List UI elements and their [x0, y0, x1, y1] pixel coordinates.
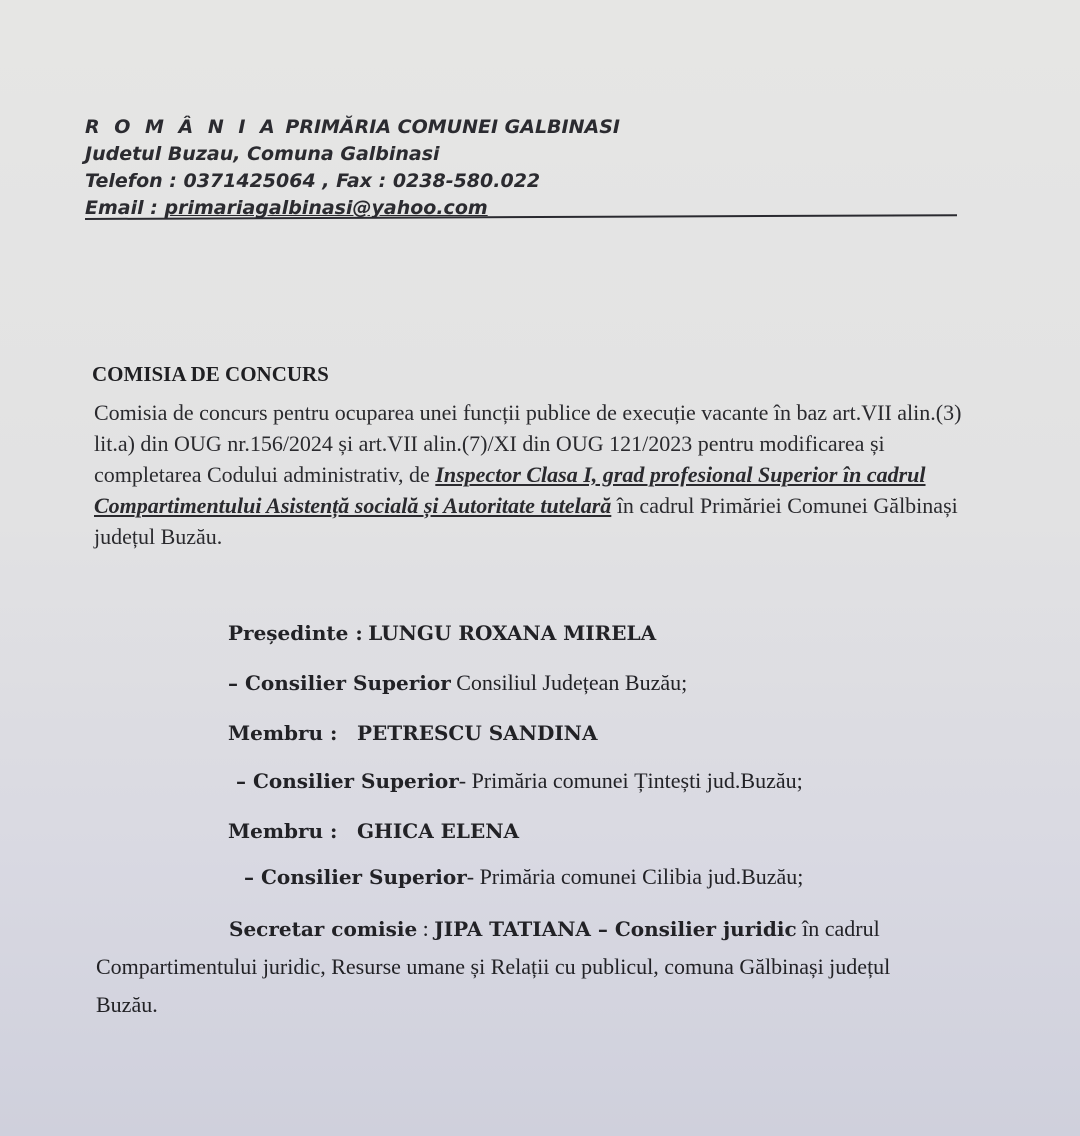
president-row [228, 620, 656, 646]
letterhead-phone: Telefon : 0371425064 , Fax : 0238-580.022 [85, 170, 541, 192]
institution-name: PRIMĂRIA COMUNEI GALBINASI [285, 116, 620, 138]
member-2-role: Membru : [228, 819, 338, 843]
member-1-function-row [236, 768, 803, 794]
member-1-role: Membru : [228, 721, 338, 745]
secretary-separator: : [422, 916, 429, 941]
member-1-org: - Primăria comunei Țintești jud.Buzău; [458, 768, 803, 793]
member-1-name: PETRESCU SANDINA [356, 721, 598, 745]
member-2-name: GHICA ELENA [356, 819, 520, 843]
president-function-row [228, 670, 687, 696]
president-role: Președinte : [228, 621, 363, 645]
member-1-function: – Consilier Superior [236, 769, 459, 793]
member-2-function-row [244, 864, 803, 890]
member-2-org: - Primăria comunei Cilibia jud.Buzău; [466, 864, 804, 889]
president-name: LUNGU ROXANA MIRELA [368, 621, 657, 645]
intro-text: Comisia de concurs pentru ocuparea unei funcții publice de execuție vacante în baz art.VII alin.(3) lit.a) din OUG nr.156/2024 și art.VII alin.(7)/XI din OUG 121/2023 pentru modificarea și completarea Codului administrativ, de [94, 400, 962, 487]
letterhead-line-2: Judetul Buzau, Comuna Galbinasi [85, 143, 440, 165]
president-function: – Consilier Superior [228, 671, 451, 695]
member-2-function: – Consilier Superior [244, 865, 467, 889]
secretary-paragraph [96, 910, 956, 1024]
section-title: COMISIA DE CONCURS [92, 362, 329, 386]
member-1-row [228, 720, 597, 746]
secretary-name: JIPA TATIANA – Consilier juridic [434, 917, 797, 941]
email-value: primariagalbinasi@yahoo.com [164, 197, 488, 219]
email-label: Email : [85, 197, 158, 219]
intro-suffix: în cadrul Primăriei Comunei Gălbinași județul Buzău. [94, 493, 958, 549]
president-org: Consiliul Județean Buzău; [456, 670, 688, 695]
country-name: R O M Â N I A [85, 116, 279, 138]
position-title: Inspector Clasa I, grad profesional Superior în cadrul Compartimentului Asistență socială și Autoritate tutelară [94, 462, 926, 518]
secretary-role: Secretar comisie [229, 917, 418, 941]
member-2-row [228, 818, 519, 844]
secretary-text: în cadrul Compartimentului juridic, Resurse umane și Relații cu publicul, comuna Gălbinași județul Buzău. [96, 916, 891, 1017]
